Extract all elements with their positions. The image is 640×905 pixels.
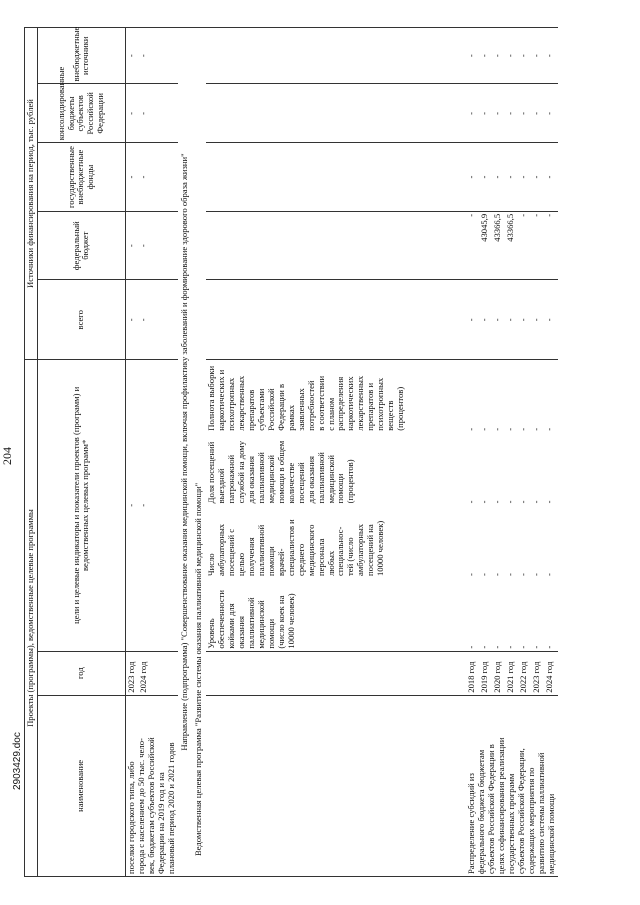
indicator-value: - [544,427,555,431]
nonbudget-cell: - [531,28,544,84]
federal-cell: - [466,211,479,280]
federal-cell: - [531,211,544,280]
indicators-row [206,28,466,877]
table-header [25,28,126,877]
table-row: 2024 год - - - - - - [138,28,178,877]
indicator-value: - [531,500,542,504]
program-table [24,27,558,877]
indicator-value: - [518,427,529,431]
indicator-value: - [465,645,476,649]
indicator-text-4: Полнота выборки наркотических и психотропных лекарственных препаратов субъектами Российской Федерации в рамках заявленных потребностей в соответствии с планом распределения наркотических лекарственных препаратов и психотропных веществ (процентов) [205,365,406,431]
header-sources: Источники финансирования на период, тыс. рублей [25,28,38,360]
indicator-value: - [544,500,555,504]
indicator-text-2: Число амбулаторных посещений с целью получения паллиативной помощи врачей- специалистов и среднего медицинского персонала любых специальнос- тей (число амбулаторных посещений на 10000 человек) [205,519,386,576]
funds-cell: - [479,143,492,212]
total-cell: - [518,280,531,360]
year-cell: 2021 год [505,651,518,695]
header-year: год [37,651,125,695]
indicator-values-cell [531,360,544,652]
table-row: поселки городского типа, либо города с населением до 50 тыс. чело- век, бюджетам субъектов Российской Федерации на 2019 год и на плановый период 2020 и 2021 годов 2023 год - - - - - - [125,28,137,877]
indicator-value: - [531,645,542,649]
header-federal: федеральный бюджет [37,211,125,280]
indicator-values-cell [492,360,505,652]
year-cell: 2019 год [479,651,492,695]
indicator-values-cell [544,360,557,652]
nonbudget-cell: - [466,28,479,84]
federal-cell: - [544,211,557,280]
federal-cell: 43045,9 [479,211,492,280]
federal-cell: 43366,5 [505,211,518,280]
year-cell: 2024 год [138,651,178,695]
year-cell: 2023 год [531,651,544,695]
federal-cell: 43366,5 [492,211,505,280]
header-name: наименование [37,695,125,876]
indicator-value: - [505,573,516,576]
indicator-value: - [465,500,476,504]
year-cell: 2022 год [518,651,531,695]
table-row [466,28,479,877]
total-cell: - [505,280,518,360]
indicator-value: - [505,645,516,649]
indicator-value: - [505,427,516,431]
section-heading: Направление (подпрограмма) "Совершенствование оказания медицинской помощи, включая профилактику заболеваний и формирование здорового образа жизни" [178,28,192,877]
indicator-columns [207,362,406,649]
table-body [125,28,465,877]
indicator-value: - [492,500,503,504]
nonbudget-cell: - [518,28,531,84]
total-cell: - [479,280,492,360]
indicator-value: - [478,573,489,576]
indicator-value: - [531,427,542,431]
page-number: 204 [0,447,14,465]
indicator-text-1: Уровень обеспеченности койками для оказания паллиативной медицинской помощи (число коек на 10000 человек) [205,590,296,649]
federal-cell: - [518,211,531,280]
regional-cell: - [492,84,505,143]
subprogram-heading-row [192,28,206,877]
indicator-value: - [531,573,542,576]
indicator-value: - [544,645,555,649]
total-cell: - [531,280,544,360]
year-cell: 2024 год [544,651,557,695]
funds-cell: - [492,143,505,212]
indicators-cell [206,360,466,652]
section-heading-row [178,28,192,877]
header-targets: цели и целевые индикаторы и показатели проектов (программ) и ведомственных целевых программ* [37,360,125,652]
regional-cell: - [544,84,557,143]
funds-cell: - [531,143,544,212]
indicator-value: - [518,500,529,504]
indicator-value: - [492,427,503,431]
indicator-value: - [505,500,516,504]
year-cell: 2020 год [492,651,505,695]
indicator-value: - [492,645,503,649]
header-total: всего [37,280,125,360]
header-regional: консолидированные бюджеты субъектов Российской Федерации [37,84,125,143]
bottom-block [466,28,558,877]
funds-cell: - [466,143,479,212]
total-cell: - [466,280,479,360]
regional-cell: - [505,84,518,143]
indicator-value: - [478,645,489,649]
indicator-values-cell [518,360,531,652]
nonbudget-cell: - [505,28,518,84]
indicator-value: - [518,573,529,576]
indicator-value: - [478,427,489,431]
funds-cell: - [544,143,557,212]
regional-cell: - [531,84,544,143]
indicator-value: - [478,500,489,504]
subprogram-heading: Ведомственная целевая программа "Развитие системы оказания паллиативной медицинской помощи" [192,28,206,877]
indicator-text-3: Доля посещений выездной патронажной службой на дому для оказания паллиативной медицинской помощи в общем количестве посещений для оказания паллиативной медицинской помощи (процентов) [205,440,356,504]
regional-cell: - [518,84,531,143]
indicator-values-cell [505,360,518,652]
indicator-values-cell [479,360,492,652]
rotated-landscape-content [24,7,624,877]
year-cell: 2018 год [466,651,479,695]
nonbudget-cell: - [479,28,492,84]
indicator-value: - [544,573,555,576]
document-filename: 2903429.doc [12,732,23,790]
indicator-value: - [465,427,476,431]
indicator-values-cell [466,360,479,652]
funds-cell: - [505,143,518,212]
header-projects: Проекты (программы), ведомственные целевые программы [25,360,38,877]
regional-cell: - [479,84,492,143]
total-cell: - [544,280,557,360]
indicator-value: - [518,645,529,649]
header-nonbudget: внебюджетные источники [37,28,125,84]
total-cell: - [492,280,505,360]
nonbudget-cell: - [492,28,505,84]
nonbudget-cell: - [544,28,557,84]
indicator-value: - [465,573,476,576]
indicator-value: - [492,573,503,576]
funds-cell: - [518,143,531,212]
year-cell: 2023 год [125,651,137,695]
top-name-cell: поселки городского типа, либо города с населением до 50 тыс. чело- век, бюджетам субъектов Российской Федерации на 2019 год и на плановый период 2020 и 2021 годов [125,695,177,876]
regional-cell: - [466,84,479,143]
header-extrabudget-funds: государственные внебюджетные фонды [37,143,125,212]
bottom-name-cell: Распределение субсидий из федерального бюджета бюджетам субъектов Российской Федерации в целях софинансирования реализации государственных программ субъектов Российской Федерации, содержащих мероприятия по развитию системы паллиативной медицинской помощи [466,695,558,876]
